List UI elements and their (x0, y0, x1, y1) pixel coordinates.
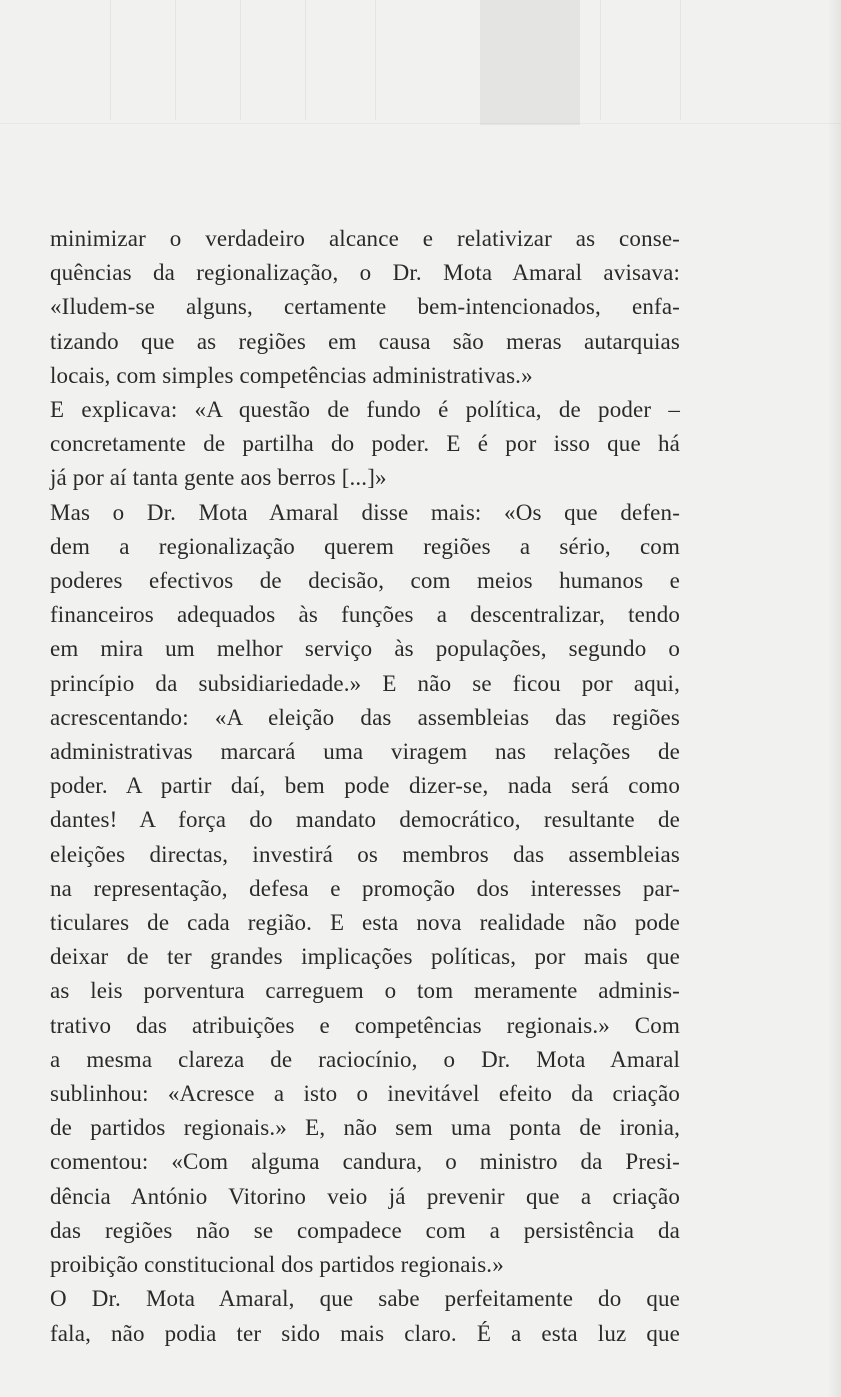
text-line: deixar de ter grandes implicações políticas, por mais que (50, 944, 680, 970)
reverse-page-bleed-through (0, 0, 841, 170)
bleed-column-rule (240, 0, 241, 120)
text-line: tizando que as regiões em causa são meras autarquias (50, 328, 680, 354)
bleed-column-rule (680, 0, 681, 120)
text-line: dem a regionalização querem regiões a sério, com (50, 533, 680, 559)
text-line: locais, com simples competências administrativas.» (50, 362, 533, 388)
body-text (50, 222, 680, 1351)
text-line: poder. A partir daí, bem pode dizer-se, nada será como (50, 773, 680, 799)
text-line: a mesma clareza de raciocínio, o Dr. Mota Amaral (50, 1046, 680, 1072)
text-line: na representação, defesa e promoção dos interesses par- (50, 875, 680, 901)
text-line: administrativas marcará uma viragem nas relações de (50, 739, 680, 765)
text-line: fala, não podia ter sido mais claro. É a esta luz que (50, 1320, 680, 1346)
bleed-column-rule (600, 0, 601, 120)
text-line: minimizar o verdadeiro alcance e relativizar as conse- (50, 226, 680, 251)
bleed-column-rule (110, 0, 111, 120)
text-line: Mas o Dr. Mota Amaral disse mais: «Os que defen- (50, 499, 680, 525)
bleed-column-rule (375, 0, 376, 120)
text-line: acrescentando: «A eleição das assembleias das regiões (50, 704, 680, 730)
text-line: dantes! A força do mandato democrático, resultante de (50, 807, 680, 833)
text-line: as leis porventura carreguem o tom meramente adminis- (50, 978, 680, 1004)
text-line: ticulares de cada região. E esta nova realidade não pode (50, 910, 680, 936)
text-line: trativo das atribuições e competências regionais.» Com (50, 1012, 680, 1038)
text-line: poderes efectivos de decisão, com meios humanos e (50, 568, 680, 594)
text-line: O Dr. Mota Amaral, que sabe perfeitamente do que (50, 1286, 680, 1312)
text-line: proibição constitucional dos partidos regionais.» (50, 1252, 504, 1278)
text-line: eleições directas, investirá os membros das assembleias (50, 841, 680, 867)
text-line: princípio da subsidiariedade.» E não se ficou por aqui, (50, 670, 680, 696)
text-line: financeiros adequados às funções a descentralizar, tendo (50, 602, 680, 628)
bleed-column-rule (305, 0, 306, 120)
text-line: já por aí tanta gente aos berros [...]» (50, 465, 387, 491)
text-line: de partidos regionais.» E, não sem uma ponta de ironia, (50, 1115, 680, 1141)
page-edge-shadow (827, 0, 841, 1397)
text-line: sublinhou: «Acresce a isto o inevitável efeito da criação (50, 1081, 680, 1107)
text-line: «Iludem-se alguns, certamente bem-intencionados, enfa- (50, 294, 680, 320)
bleed-column-rule (175, 0, 176, 120)
text-line: E explicava: «A questão de fundo é política, de poder – (50, 397, 680, 423)
text-line: quências da regionalização, o Dr. Mota Amaral avisava: (50, 260, 680, 286)
text-line: dência António Vitorino veio já prevenir que a criação (50, 1183, 680, 1209)
text-line: concretamente de partilha do poder. E é por isso que há (50, 431, 680, 457)
text-line: das regiões não se compadece com a persistência da (50, 1217, 680, 1243)
bleed-shaded-column (480, 0, 580, 125)
text-line: em mira um melhor serviço às populações, segundo o (50, 636, 680, 662)
bleed-header-rule (0, 123, 841, 124)
text-line: comentou: «Com alguma candura, o ministro da Presi- (50, 1149, 680, 1175)
